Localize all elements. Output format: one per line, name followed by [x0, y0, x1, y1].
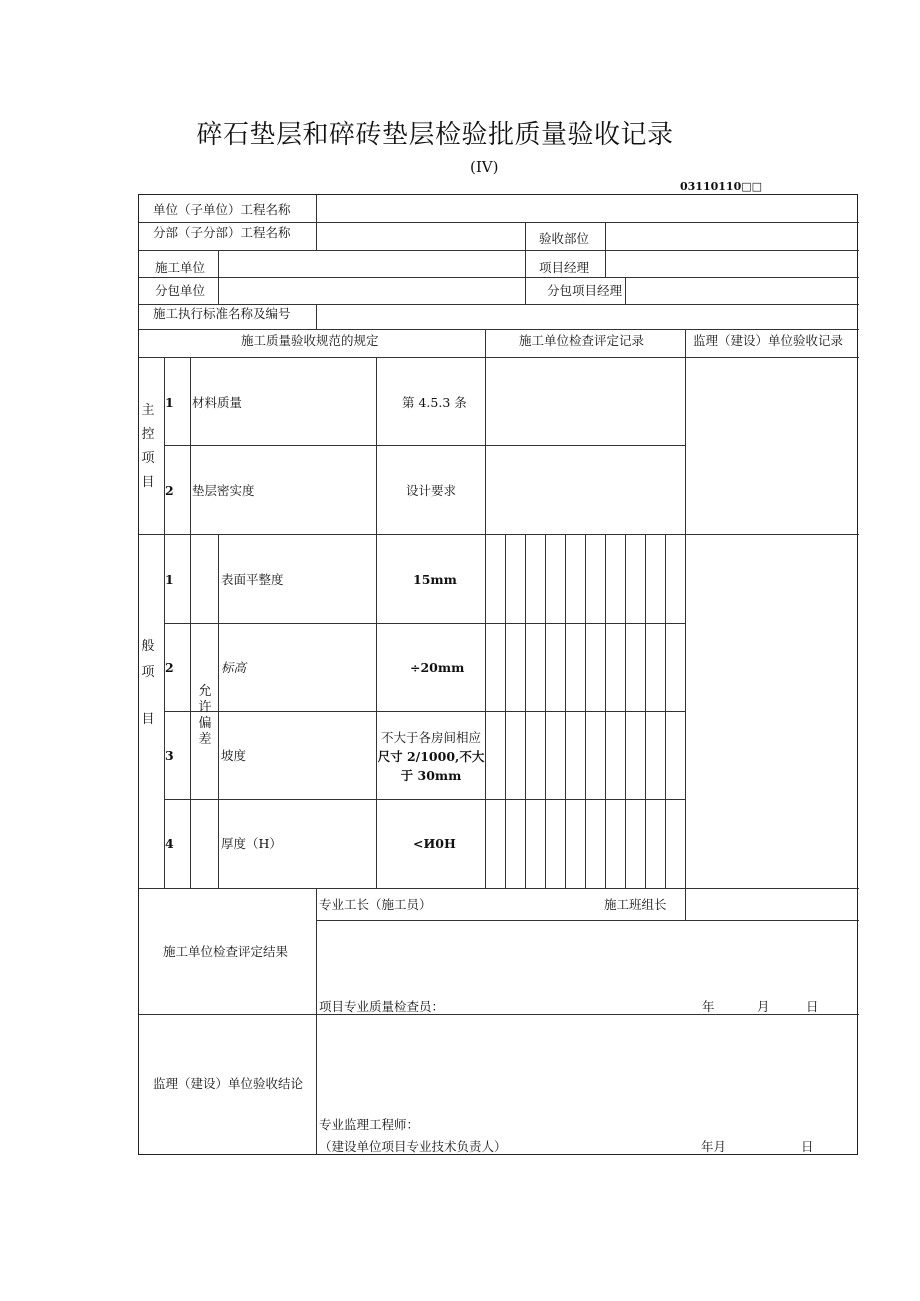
main-item-no: 1 [165, 395, 174, 410]
general-label: 般 项 目 [141, 639, 155, 727]
subcontractor-label: 分包单位 [155, 283, 206, 298]
inspector-label: 项目专业质量检查员： [319, 999, 445, 1014]
general-item-no: 4 [165, 836, 174, 851]
general-item-no: 2 [165, 660, 174, 675]
project-manager-label: 项目经理 [539, 260, 590, 275]
owner-rep-label: （建设单位项目专业技术负责人） [319, 1139, 507, 1154]
acceptance-part-label: 验收部位 [539, 231, 590, 246]
contractor-label: 施工单位 [155, 260, 206, 275]
general-item-requirement: ÷20mm [410, 660, 465, 675]
conclusion-label: 监理（建设）单位验收结论 [153, 1076, 304, 1091]
general-item-requirement: 15mm [413, 572, 457, 587]
general-item-requirement: <И0H [413, 836, 456, 851]
main-item-requirement: 设计要求 [406, 483, 457, 498]
main-control-label: 主 控 项 目 [141, 403, 155, 490]
document-title: 碎石垫层和碎砖垫层检验批质量验收记录 [196, 120, 674, 150]
conclusion-year-month: 年月 [701, 1139, 727, 1154]
result-year: 年 [702, 999, 715, 1014]
general-item-name: 表面平整度 [221, 572, 284, 587]
sub-pm-label: 分包项目经理 [547, 283, 623, 298]
project-name-label: 单位（子单位）工程名称 [153, 202, 291, 217]
standard-label: 施工执行标准名称及编号 [153, 306, 291, 321]
col-supervisor-header: 监理（建设）单位验收记录 [693, 333, 844, 348]
main-item-name: 垫层密实度 [192, 483, 255, 498]
general-item-requirement: 不大于各房间相应 尺寸 2/1000,不大 于 30mm [377, 730, 485, 783]
inspection-table [138, 194, 858, 1155]
general-item-name: 标高 [221, 660, 247, 675]
foreman-label: 专业工长（施工员） [319, 897, 432, 912]
tolerance-label: 允 许 偏 差 [198, 684, 212, 747]
general-item-no: 3 [165, 748, 174, 763]
sub-project-label: 分部（子分部）工程名称 [153, 225, 291, 240]
col-spec-header: 施工质量验收规范的规定 [241, 333, 379, 348]
conclusion-day: 日 [801, 1139, 814, 1154]
result-month: 月 [757, 999, 770, 1014]
main-item-requirement: 第 4.5.3 条 [402, 395, 467, 410]
main-item-no: 2 [165, 483, 174, 498]
engineer-label: 专业监理工程师： [319, 1117, 420, 1132]
result-label: 施工单位检查评定结果 [163, 944, 289, 959]
col-contractor-header: 施工单位检查评定记录 [519, 333, 645, 348]
main-item-name: 材料质量 [192, 395, 243, 410]
result-day: 日 [806, 999, 819, 1014]
form-code: 03110110□□ [680, 180, 763, 193]
general-item-no: 1 [165, 572, 174, 587]
general-item-name: 厚度（H） [221, 836, 282, 851]
team-leader-label: 施工班组长 [604, 897, 667, 912]
document-subtitle: (IV) [470, 158, 499, 176]
general-item-name: 坡度 [221, 748, 247, 763]
